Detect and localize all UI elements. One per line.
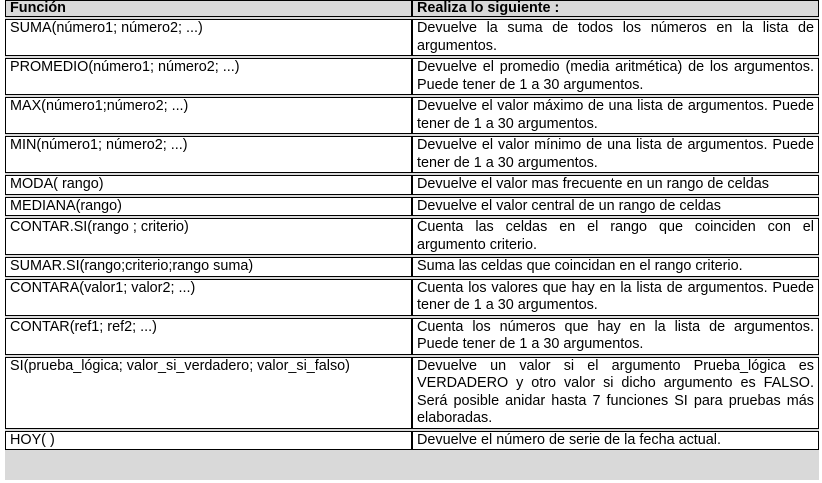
function-signature: SI(prueba_lógica; valor_si_verdadero; valor_si_falso) bbox=[5, 357, 412, 429]
function-description: Devuelve el valor máximo de una lista de argumentos. Puede tener de 1 a 30 argumentos. bbox=[412, 97, 819, 134]
function-description: Devuelve el promedio (media aritmética) de los argumentos. Puede tener de 1 a 30 argumentos. bbox=[412, 58, 819, 95]
function-signature: SUMA(número1; número2; ...) bbox=[5, 19, 412, 56]
function-description: Devuelve el valor central de un rango de celdas bbox=[412, 197, 819, 217]
functions-table bbox=[5, 0, 819, 452]
function-description: Devuelve un valor si el argumento Prueba_lógica es VERDADERO y otro valor si dicho argumento es FALSO. Será posible anidar hasta 7 funciones SI para pruebas más elaboradas. bbox=[412, 357, 819, 429]
function-description: Cuenta las celdas en el rango que coinciden con el argumento criterio. bbox=[412, 218, 819, 255]
function-description: Devuelve el número de serie de la fecha actual. bbox=[412, 431, 819, 451]
function-signature: CONTAR.SI(rango ; criterio) bbox=[5, 218, 412, 255]
function-description: Devuelve el valor mas frecuente en un rango de celdas bbox=[412, 175, 819, 195]
table-row bbox=[5, 97, 819, 134]
table-row bbox=[5, 279, 819, 316]
table-row bbox=[5, 175, 819, 195]
function-signature: SUMAR.SI(rango;criterio;rango suma) bbox=[5, 257, 412, 277]
function-signature: CONTARA(valor1; valor2; ...) bbox=[5, 279, 412, 316]
header-funcion: Función bbox=[5, 0, 412, 17]
function-signature: CONTAR(ref1; ref2; ...) bbox=[5, 318, 412, 355]
table-row bbox=[5, 257, 819, 277]
function-signature: MEDIANA(rango) bbox=[5, 197, 412, 217]
table-row bbox=[5, 218, 819, 255]
function-signature: MODA( rango) bbox=[5, 175, 412, 195]
table-row bbox=[5, 318, 819, 355]
function-signature: PROMEDIO(número1; número2; ...) bbox=[5, 58, 412, 95]
table-row bbox=[5, 58, 819, 95]
functions-table-container bbox=[5, 0, 819, 480]
table-row bbox=[5, 357, 819, 429]
function-description: Devuelve la suma de todos los números en la lista de argumentos. bbox=[412, 19, 819, 56]
function-description: Cuenta los números que hay en la lista de argumentos. Puede tener de 1 a 30 argumentos. bbox=[412, 318, 819, 355]
function-description: Cuenta los valores que hay en la lista de argumentos. Puede tener de 1 a 30 argumentos. bbox=[412, 279, 819, 316]
table-row bbox=[5, 431, 819, 451]
table-row bbox=[5, 19, 819, 56]
function-signature: MIN(número1; número2; ...) bbox=[5, 136, 412, 173]
function-description: Devuelve el valor mínimo de una lista de argumentos. Puede tener de 1 a 30 argumentos. bbox=[412, 136, 819, 173]
function-signature: HOY( ) bbox=[5, 431, 412, 451]
table-header-row bbox=[5, 0, 819, 17]
table-row bbox=[5, 197, 819, 217]
function-description: Suma las celdas que coincidan en el rango criterio. bbox=[412, 257, 819, 277]
function-signature: MAX(número1;número2; ...) bbox=[5, 97, 412, 134]
header-realiza: Realiza lo siguiente : bbox=[412, 0, 819, 17]
table-row bbox=[5, 136, 819, 173]
